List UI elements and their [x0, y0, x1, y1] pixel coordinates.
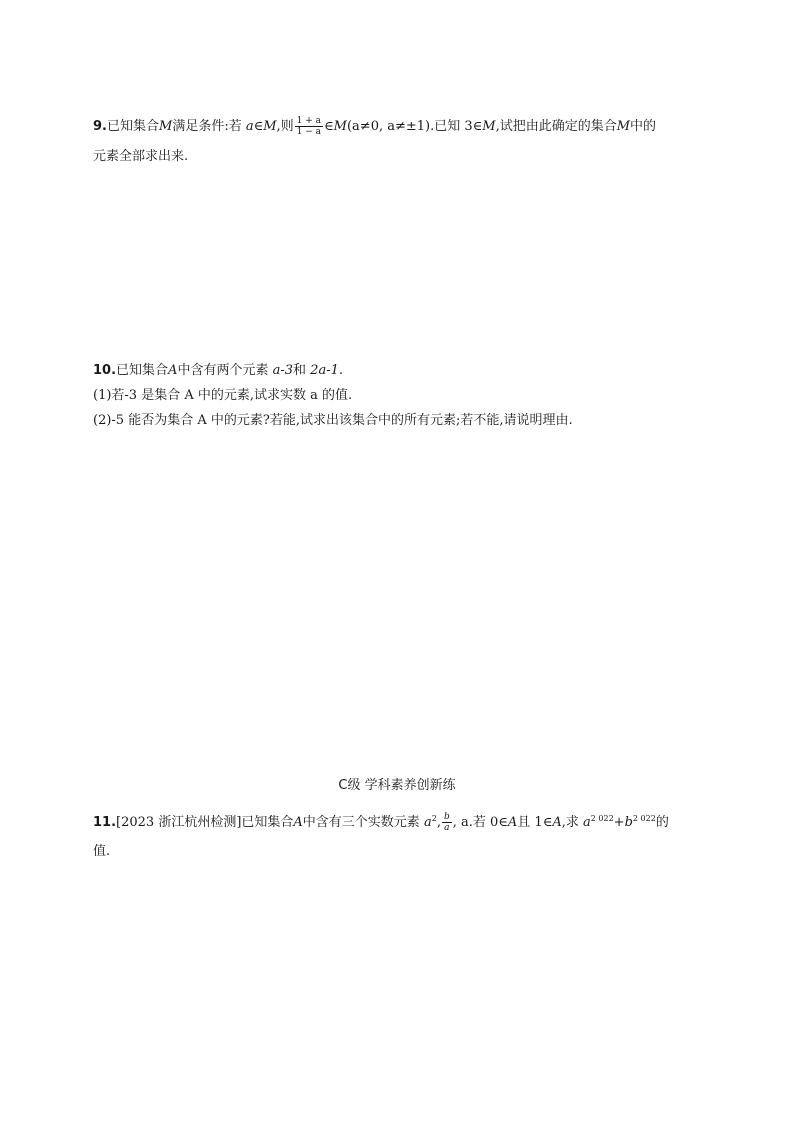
q11-text: , a.若 0∈	[452, 815, 508, 830]
q9-text: ∈	[253, 119, 264, 134]
q9-var: M	[482, 119, 496, 134]
q9-fraction	[295, 116, 323, 137]
q10-text: 和	[293, 363, 307, 378]
q10-number: 10.	[93, 363, 117, 378]
q9-var: M	[159, 119, 173, 134]
q11-var: a	[583, 815, 591, 830]
q9-var: M	[263, 119, 277, 134]
q10-part2: (2)-5 能否为集合 A 中的元素?若能,试求出该集合中的所有元素;若不能,请说明理由.	[93, 413, 573, 428]
q9-text: 中的	[630, 119, 657, 134]
q10-text: 已知集合	[116, 363, 169, 378]
q9-var: M	[333, 119, 347, 134]
q11-text: 的	[655, 815, 669, 830]
q10-part1: (1)若-3 是集合 A 中的元素,试求实数 a 的值.	[93, 388, 353, 403]
q9-text: ,试把由此确定的集合	[495, 119, 617, 134]
q10-expr: 2a-1.	[310, 363, 343, 378]
q10-line1	[93, 362, 343, 380]
q9-var: a	[245, 119, 254, 134]
q11-var: A	[507, 815, 518, 830]
q11-frac-numerator: b	[443, 812, 450, 822]
q9-text: 满足条件:若	[172, 119, 242, 134]
q9-text: ,则	[276, 119, 294, 134]
q9-text: ∈	[324, 119, 334, 134]
q11-text: [2023 浙江杭州检测]已知集合	[116, 815, 294, 830]
section-heading: C级 学科素养创新练	[338, 778, 456, 793]
q11-frac-denominator: a	[444, 823, 450, 833]
q11-superscript: 2 022	[590, 814, 614, 823]
q11-var: a	[423, 815, 432, 830]
q10-expr: a-3	[272, 363, 294, 378]
q10-var: A	[168, 363, 178, 378]
q11-text: 且 1∈	[517, 815, 553, 830]
q11-text: +	[613, 815, 625, 830]
q9-var: M	[616, 119, 631, 134]
q11-text: 中含有三个实数元素	[302, 815, 420, 830]
q11-var: A	[552, 815, 562, 830]
q9-line2: 元素全部求出来.	[93, 149, 189, 164]
q11-var: b	[624, 815, 633, 830]
q9-number: 9.	[93, 119, 107, 134]
q9-frac-denominator: 1 − a	[296, 127, 322, 137]
q11-number: 11.	[93, 815, 117, 830]
q11-superscript: 2 022	[632, 814, 656, 823]
q11-var: A	[293, 815, 303, 830]
q11-line1: 11.[2023 浙江杭州检测]已知集合A中含有三个实数元素 $a^2$, $\frac{b}{a}$ , a.若 0∈A且 1∈A,求 $a^{2 022}+b^{2 022}$的	[93, 812, 669, 833]
q9-text: (a≠0, a≠±1).已知 3∈	[346, 119, 483, 134]
q11-line2: 值.	[93, 844, 111, 859]
q9-frac-numerator: 1 + a	[296, 116, 322, 126]
q11-text: ,求	[561, 815, 579, 830]
q10-text: 中含有两个元素	[177, 363, 269, 378]
q11-fraction	[442, 812, 452, 833]
q9-line1	[93, 116, 656, 137]
q11-superscript: 2	[431, 814, 437, 823]
q9-text: 已知集合	[106, 119, 159, 134]
